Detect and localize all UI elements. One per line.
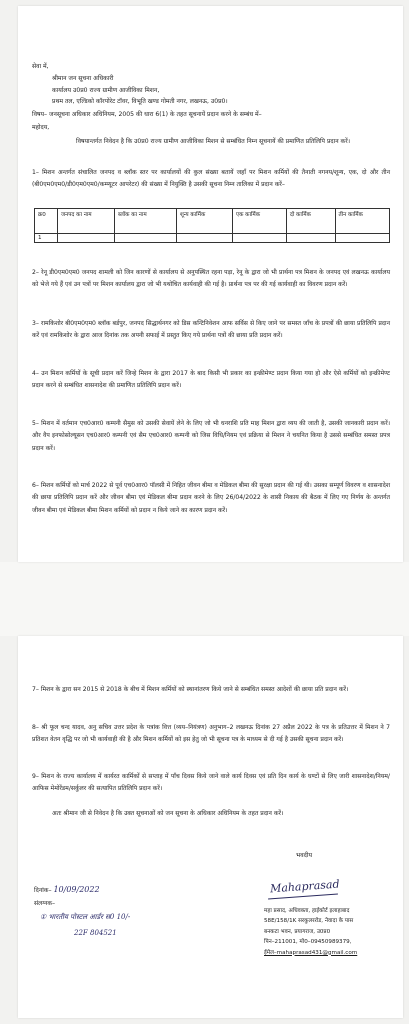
table-header-cell: जनपद का नाम bbox=[58, 209, 115, 234]
enclosure-line: 22F 804521 bbox=[74, 929, 117, 937]
request-item-3: 3– रामकिशोर बी0एम0एम0 ब्लॉक बर्डपुर, जनपद सिद्धार्थनगर को डिस कन्टिनिवेशन आफ सर्विस से किए जाने पर समस्त जाँच के प्रपत्रों की छाया प्रतिलिपि प्रदान करें एवं रामकिशोर के द्वारा आज दिनांक तक अपनी सफाई में प्रस्तुत किए गये प्रार्थना पत्रों की छाया प्रति प्रदान करें। bbox=[32, 320, 390, 340]
table-cell bbox=[233, 234, 287, 243]
date-label: दिनांक– bbox=[34, 887, 52, 894]
table-header-cell: ब्लॉक का नाम bbox=[115, 209, 177, 234]
subject-line: विषय– जनसूचना अधिकार अधिनियम, 2005 की धारा 6(1) के तहत सूचनायें प्रदान करने के सम्बंध में– bbox=[32, 111, 262, 118]
sender-line: 58E/158/1K सरकुलररोड, नेवादा के पास bbox=[264, 918, 354, 925]
table-header-cell: क्र0 bbox=[35, 209, 58, 234]
sender-address bbox=[264, 906, 400, 958]
request-item-5: 5– मिशन में वर्तमान एच0आर0 कम्पनी सैमुस को उसकी सेवायें लेने के लिए जो भी धनराशि प्रति माह मिशन द्वारा व्यय की जाती है, उसकी जानकारी प्रदान करें। और वैप इनफोसोल्यूसन एच0आर0 कम्पनी एवं सैम एच0आर0 कम्पनी को जिस विधि/नियम एवं प्रक्रिया से मिशन ने चयनित किया है उससे सम्बंधित समस्त प्रपत्र प्रदान करें। bbox=[32, 420, 390, 452]
request-item-7: 7– मिशन के द्वारा सन 2015 से 2018 के बीच में मिशन कर्मियों को स्थानांतरण किये जाने से सम्बंधित समस्त आदेशों की छाया प्रति प्रदान करें। bbox=[32, 686, 349, 693]
request-item-1: 1– मिशन अन्तर्गत संचालित जनपद व ब्लॉक स्तर पर कार्यालयों की कुल संख्या बतायें जहाँ पर मिशन कर्मियों की तैनाती नगनय/शून्य, एक, दो और तीन (बी0एम0एम0/डी0एम0एम0/कम्प्यूटर आपरेटर) की संख्या में नियुक्ति है उसकी सूचना निम्न तालिका में प्रदान करें– bbox=[32, 169, 390, 189]
table-cell: 1 bbox=[35, 234, 58, 243]
sender-line: बनकटा भवन, प्रयागराज, उ0प्र0 bbox=[264, 928, 331, 935]
table-cell bbox=[115, 234, 177, 243]
intro-paragraph: विषयान्तर्गत निवेदन है कि उ0प्र0 राज्य ग्रामीण आजीविका मिशन से सम्बंधित निम्न सूचनायें की प्रमाणित प्रतिलिपि प्रदान करें। bbox=[76, 138, 351, 145]
table-header-cell: दो कार्मिक bbox=[286, 209, 335, 234]
document-page-1 bbox=[18, 6, 403, 562]
greeting: महोदय, bbox=[32, 124, 50, 131]
page-gap bbox=[0, 562, 409, 636]
table-header-cell: एक कार्मिक bbox=[233, 209, 287, 234]
table-header-row bbox=[35, 209, 390, 234]
table-cell bbox=[335, 234, 389, 243]
table-row bbox=[35, 234, 390, 243]
request-item-6: 6– मिशन कर्मियों को मार्च 2022 से पूर्व एच0आर0 पॉलसी में निहित जीवन बीमा व मेडिकल बीमा की सुरक्षा प्रदान की गई थी। उसका सम्पूर्ण विवरण व शासनादेश की छाया प्रतिलिपि प्रदान करें और जीवन बीमा एवं मेडिकल बीमा प्रदान करने के लिए 26/04/2022 के शासी निकाय की बैठक में लिए गए निर्णय के अन्तर्गत जीवन बीमा एवं मेडिकल बीमा मिशन कर्मियों को प्रदान न किये जाने का कारण प्रदान करें। bbox=[32, 482, 390, 514]
date-row bbox=[34, 884, 100, 897]
table-cell bbox=[58, 234, 115, 243]
addressee-block bbox=[52, 73, 392, 108]
request-item-4: 4– उन मिशन कर्मियों के सूची प्रदान करें जिन्हे मिशन के द्वारा 2017 के बाद किसी भी प्रकार का इन्क्रीमेण्ट प्रदान किया गया हो और ऐसे कर्मियों को इन्क्रीमेण्ट प्रदान करने से सम्बंधित शासनादेश की प्रमाणित प्रतिलिपि प्रदान करें। bbox=[32, 370, 390, 390]
addressee-line: श्रीमान जन सूचना अधिकारी bbox=[52, 75, 114, 82]
bhavadiya-label: भवदीय bbox=[296, 852, 313, 859]
salutation: सेवा में, bbox=[32, 63, 49, 70]
date-value: 10/09/2022 bbox=[53, 885, 100, 894]
enclosure-label: संलग्नक– bbox=[34, 900, 56, 907]
request-item-9: 9– मिशन के राज्य कार्यालय में कार्यरत कार्मिकों से सप्ताह में पाँच दिवस किये जाने वाले कार्य दिवस एवं प्रति दिन कार्य के घण्टों से लिए जारी शासनादेश/नियम/आफिस मेमोरेंडम/सर्कुलर की सत्यापित प्रतिलिपि प्रदान करें। bbox=[32, 773, 390, 793]
sender-line: पिन–211001, मो0–09450989379, bbox=[264, 939, 352, 946]
table-header-cell: तीन कार्मिक bbox=[335, 209, 389, 234]
table-cell bbox=[286, 234, 335, 243]
handwritten-signature: Mahaprasad bbox=[269, 877, 340, 896]
addressee-line: कार्यालय उ0प्र0 राज्य ग्रामीण आजीविका मिशन, bbox=[52, 86, 160, 94]
enclosure-line: ① भारतीय पोस्टल आर्डर स0 10/- bbox=[40, 913, 131, 921]
sender-email: ईमेल–mahaprasad431@gmail.com bbox=[264, 949, 358, 956]
staff-count-table bbox=[34, 208, 390, 243]
addressee-line: प्रथम तल, एल्डिको कॉरपोरेट टॉवर, विभूति खण्ड गोमती नगर, लखनऊ, उ0प्र0। bbox=[52, 98, 228, 105]
table-header-cell: शून्य कार्मिक bbox=[176, 209, 232, 234]
table-cell bbox=[176, 234, 232, 243]
request-item-2: 2– रेनू डी0एम0एम0 जनपद शामली को जिन कारणों से कार्यालय से अनुपस्थित रहना पड़ा, रेनू के द्वारा जो भी प्रार्थना पत्र मिशन के जनपद एवं लखनऊ कार्यालय को भेजे गये हैं एवं उन पत्रों पर मिशन कार्यालय द्वारा जो भी यथोचित कार्यवाही की गई है। प्रार्थना पत्र पर की गई कार्यवाही का विवरण प्रदान करें। bbox=[32, 269, 390, 289]
request-item-8: 8– श्री फूल चन्द यादव, अनु सचिव उत्तर प्रदेश के पत्रांक वित्त (व्यय–नियंत्रण) अनुभाग–2 लखनऊ दिनांक 27 अप्रैल 2022 के पत्र के प्रतिउत्तर में मिशन ने 7 प्रतिशत वेतन वृद्धि पर जो भी कार्यवाही की है और मिशन कर्मियों को इस हेतु जो भी सूचना पत्र के माध्यम से दी गई है उसकी सूचना प्रदान करें। bbox=[32, 724, 390, 744]
sender-line: महा प्रसाद, अधिवक्ता, हाईकोर्ट इलाहाबाद bbox=[264, 908, 350, 914]
closing-paragraph: अतः श्रीमान जी से निवेदन है कि उक्त सूचनाओं को जन सूचना के अधिकार अधिनियम के तहत प्रदान करें। bbox=[52, 810, 284, 817]
document-page-2 bbox=[18, 636, 403, 1018]
